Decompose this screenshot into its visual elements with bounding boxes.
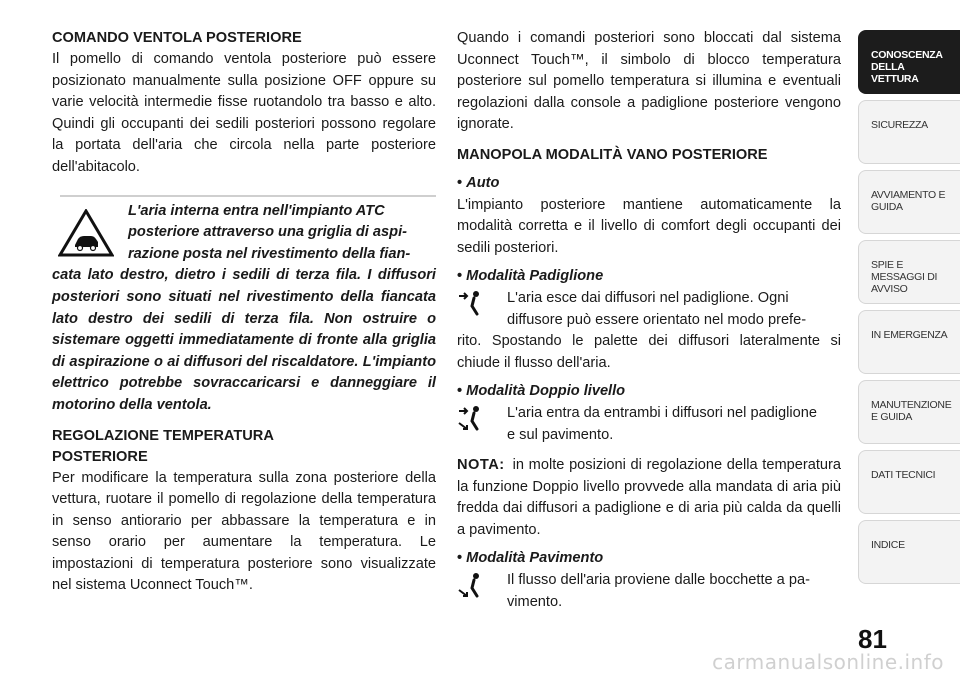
tab-spie-messaggi[interactable]: SPIE E MESSAGGI DI AVVISO bbox=[858, 240, 960, 304]
left-column bbox=[52, 28, 436, 597]
section-heading-rear-fan: COMANDO VENTOLA POSTERIORE bbox=[52, 30, 302, 46]
mode-pavimento-row bbox=[457, 570, 841, 613]
mode-pavimento-label: • Modalità Pavimento bbox=[457, 548, 841, 570]
mode-doppio-row bbox=[457, 403, 841, 446]
mode-padiglione-text-2: diffusore può essere orientato nel modo prefe- bbox=[507, 311, 807, 328]
tab-manutenzione[interactable]: MANUTENZIONE E GUIDA bbox=[858, 380, 960, 444]
mode-padiglione-text-1: L'aria esce dai diffusori nel padiglione. Ogni bbox=[507, 289, 789, 306]
nota-paragraph bbox=[457, 455, 841, 541]
warning-line-2: posteriore attraverso una griglia di aspi- bbox=[128, 224, 407, 241]
nota-text: in molte posizioni di regolazione della temperatura la funzione Doppio livello provvede alla mandata di aria più fredda dai diffusori a padiglione e di aria più calda da quelli a pavimento. bbox=[457, 457, 841, 538]
mode-padiglione-label: • Modalità Padiglione bbox=[457, 266, 841, 288]
nota-label: NOTA: bbox=[457, 457, 505, 474]
mode-padiglione-row bbox=[457, 288, 841, 331]
section-heading-mode-knob: MANOPOLA MODALITÀ VANO POSTERIORE bbox=[457, 146, 768, 163]
section-heading-rear-temp-2: POSTERIORE bbox=[52, 448, 148, 465]
warning-text: cata lato destro, dietro i sedili di terza fila. I diffusori posteriori sono situati nel rivestimento della fiancata lato destro dei sedili di terza fila. Non ostruire o sistemare oggetti immediatamente di fronte alla griglia di aspirazione o ai diffusori del riscaldatore. L'impianto elettrico potrebbe sovraccaricarsi e danneggiare il motorino della ventola. bbox=[52, 267, 436, 413]
mode-doppio-text-1: L'aria entra da entrambi i diffusori nel padiglione bbox=[507, 404, 817, 421]
section-heading-rear-temp-1: REGOLAZIONE TEMPERATURA bbox=[52, 427, 274, 444]
mode-auto-text: L'impianto posteriore mantiene automaticamente la modalità corretta e il livello di comfort degli occupanti dei sedili posteriori. bbox=[457, 196, 841, 256]
tab-indice[interactable]: INDICE bbox=[858, 520, 960, 584]
chapter-sidebar bbox=[858, 30, 960, 590]
page-number: 81 bbox=[858, 624, 887, 654]
floor-mode-icon bbox=[457, 572, 483, 598]
warning-divider bbox=[60, 195, 436, 197]
warning-triangle-icon bbox=[58, 209, 114, 257]
mode-doppio-text-2: e sul pavimento. bbox=[507, 426, 614, 443]
mode-doppio-label: • Modalità Doppio livello bbox=[457, 381, 841, 403]
tab-sicurezza[interactable]: SICUREZZA bbox=[858, 100, 960, 164]
warning-line-3: razione posta nel rivestimento della fian- bbox=[128, 245, 411, 262]
mode-pavimento-text-1: Il flusso dell'aria proviene dalle bocchette a pa- bbox=[507, 572, 810, 589]
tab-dati-tecnici[interactable]: DATI TECNICI bbox=[858, 450, 960, 514]
warning-line-1: L'aria interna entra nell'impianto ATC bbox=[128, 202, 385, 219]
right-column bbox=[457, 28, 841, 613]
panel-vent-mode-icon bbox=[457, 290, 483, 316]
mode-auto-label: • Auto bbox=[457, 173, 841, 195]
paragraph-rear-temp: Per modificare la temperatura sulla zona posteriore della vettura, ruotare il pomello di regolazione della temperatura in senso antiorario per abbassare la temperatura e in senso orario per aumentare la temperatura. Le impostazioni di temperatura posteriore sono visualizzate nel sistema Uconnect Touch™. bbox=[52, 469, 436, 594]
mode-pavimento-text-2: vimento. bbox=[507, 593, 563, 610]
paragraph-lock: Quando i comandi posteriori sono bloccati dal sistema Uconnect Touch™, il simbolo di blocco temperatura posteriore sul pomello temperatura si illumina e eventuali regolazioni dalla console a padiglione posteriore vengono ignorate. bbox=[457, 30, 841, 133]
tab-in-emergenza[interactable]: IN EMERGENZA bbox=[858, 310, 960, 374]
mode-padiglione-text-rest: rito. Spostando le palette dei diffusori lateralmente si chiude il flusso dell'aria. bbox=[457, 333, 841, 371]
watermark: carmanualsonline.info bbox=[712, 650, 944, 674]
tab-conoscenza-vettura[interactable]: CONOSCENZA DELLA VETTURA bbox=[858, 30, 960, 94]
paragraph-rear-fan: Il pomello di comando ventola posteriore può essere posizionato manualmente sulla posizione OFF oppure su varie velocità intermedie fisse ruotandolo tra basso e alto. Quindi gli occupanti dei sedili posteriori possono regolare la portata dell'aria che circola nella parte posteriore dell'abitacolo. bbox=[52, 51, 436, 175]
bilevel-mode-icon bbox=[457, 405, 483, 431]
tab-avviamento-guida[interactable]: AVVIAMENTO E GUIDA bbox=[858, 170, 960, 234]
warning-box bbox=[52, 195, 436, 417]
